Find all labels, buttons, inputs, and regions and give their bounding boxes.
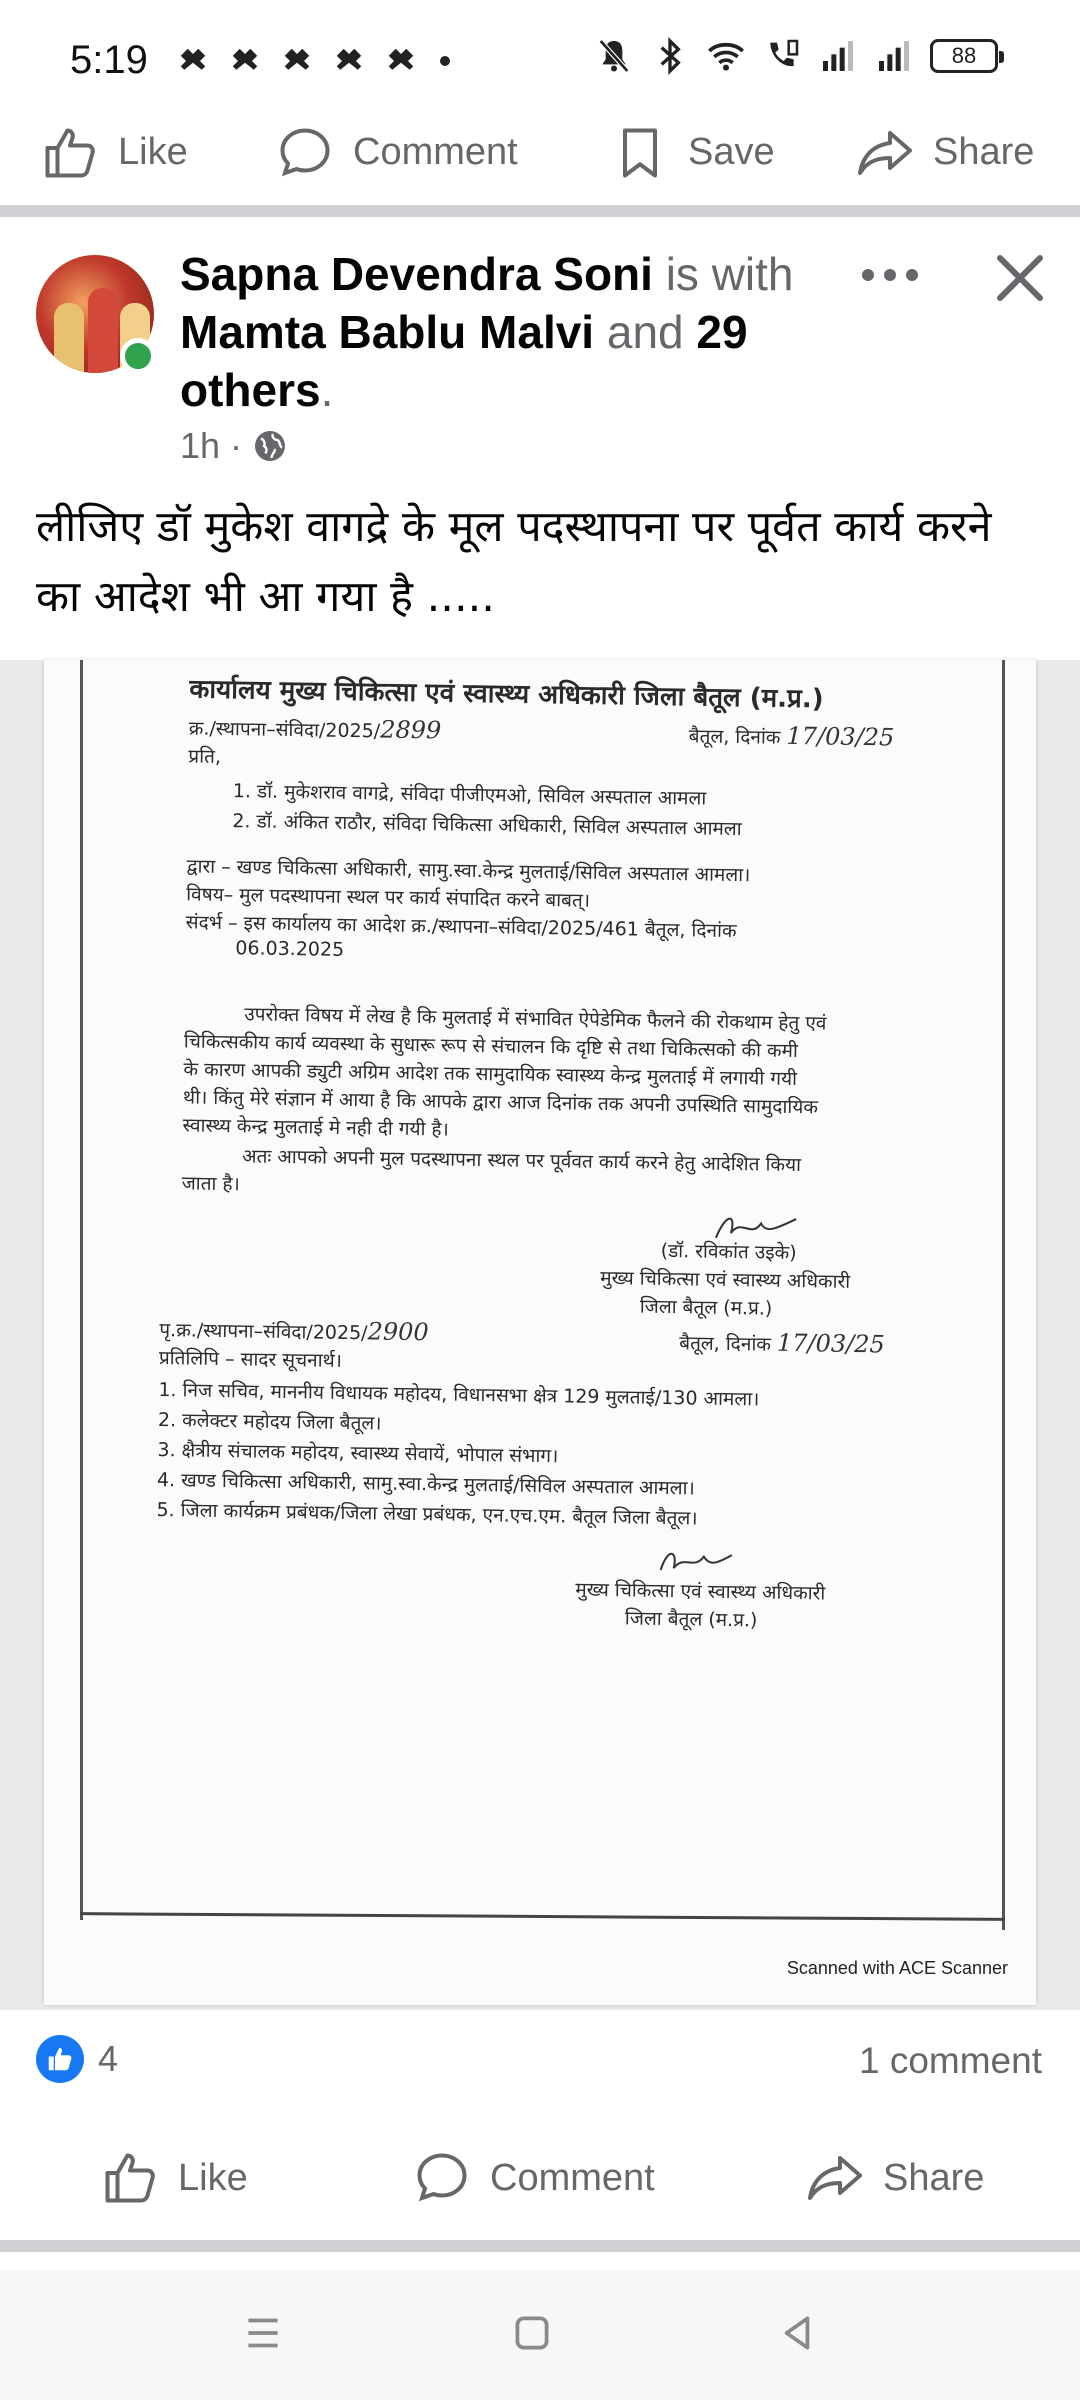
comment-label: Comment [490,2156,655,2199]
others-link[interactable]: 29 others [180,306,748,416]
like-button[interactable] [100,2148,248,2208]
and-text: and [594,306,697,358]
globe-public-icon [252,428,288,464]
notification-app-icon [224,40,266,82]
is-with-text: is with [652,248,794,300]
recent-apps-icon[interactable] [238,2308,288,2358]
doc-cc-line: 1. निज सचिव, माननीय विधायक महोदय, विधानसभा क्षेत्र 129 मुलताई/130 आमला। [158,1379,760,1411]
system-navigation-bar [0,2270,1080,2400]
author-name-link[interactable]: Sapna Devendra Soni [180,248,653,300]
bluetooth-icon [650,36,690,76]
share-arrow-icon [855,123,915,183]
tagged-person-link[interactable]: Mamta Bablu Malvi [180,306,595,358]
scanner-watermark: Scanned with ACE Scanner [786,1958,1008,1978]
more-dot [884,269,896,281]
system-icons [594,36,998,76]
doc-reference-date: 06.03.2025 [235,937,345,961]
doc-reference: संदर्भ – इस कार्यालय का आदेश क्र./स्थापना–संविदा/2025/461 बैतूल, दिनांक [185,911,737,943]
home-icon[interactable] [507,2308,557,2358]
like-reaction-icon [36,2035,84,2083]
meta-separator: · [230,425,243,466]
doc-body-line: अतः आपको अपनी मुल पदस्थापना स्थल पर पूर्ववत कार्य करने हेतु आदेशित किया [241,1145,802,1177]
signal-strength-icon [818,36,858,76]
comment-button[interactable] [275,123,518,183]
post-separator [0,205,1080,217]
doc-signer-title-2: मुख्य चिकित्सा एवं स्वास्थ्य अधिकारी [575,1578,826,1605]
copy-date-handwritten: 17/03/25 [776,1328,886,1359]
ref-no-handwritten: 2899 [379,715,442,745]
doc-copy-ref [159,1314,429,1346]
volte-call-icon [762,36,802,76]
doc-body-line: चिकित्सकीय कार्य व्यवस्था के सुधारू रूप से संचालन कि दृष्टि से तथा चिकित्सको की कमी [183,1030,799,1063]
post-header-text [180,245,820,419]
copy-ref-handwritten: 2900 [367,1317,429,1347]
more-notifications-dot [440,56,450,66]
thumbs-up-icon [100,2148,160,2208]
share-button[interactable] [855,123,1034,183]
document-text [44,660,1036,1928]
doc-signer-title: मुख्य चिकित्सा एवं स्वास्थ्य अधिकारी [600,1266,851,1293]
online-status-dot [120,338,156,374]
share-button[interactable] [805,2148,984,2208]
doc-copy-date [679,1327,885,1358]
status-time: 5:19 [70,38,148,82]
status-bar [0,0,1080,110]
share-label: Share [883,2156,985,2199]
signal-strength-icon [874,36,914,76]
comment-label: Comment [353,131,518,173]
reaction-count: 4 [98,2038,119,2079]
save-label: Save [688,131,775,173]
doc-addressee-2: 2. डॉ. अंकित राठौर, संविदा चिकित्सा अधिकारी, सिविल अस्पताल आमला [232,810,742,841]
post-separator [0,2240,1080,2252]
comment-button[interactable] [412,2148,655,2208]
doc-prati: प्रति, [188,745,222,768]
period-text: . [320,364,334,416]
like-button[interactable] [40,123,188,183]
doc-pratilipi: प्रतिलिपि – सादर सूचनार्थ। [158,1347,343,1372]
battery-icon: 88 [930,39,998,73]
doc-cc-line: 3. क्षैत्रीय संचालक महोदय, स्वास्थ्य सेवायें, भोपाल संभाग। [157,1439,559,1468]
copy-date-label: बैतूल, दिनांक [679,1332,772,1356]
doc-signer-name: (डॉ. रविकांत उइके) [660,1239,797,1265]
thumbs-up-icon [40,123,100,183]
date-handwritten: 17/03/25 [786,721,895,752]
notification-app-icon [380,40,422,82]
post-text: लीजिए डॉ मुकेश वागद्रे के मूल पदस्थापना पर पूर्वत कार्य करने का आदेश भी आ गया है ..... [36,502,992,622]
scanned-document [44,660,1036,2005]
doc-body-line: उपरोक्त विषय में लेख है कि मुलताई में संभावित ऐपेडेमिक फैलने की रोकथाम हेतु एवं [244,1003,827,1035]
previous-post-action-bar [0,100,1080,205]
post-meta [180,425,288,467]
like-label: Like [118,131,188,173]
post-time[interactable]: 1h [180,425,221,466]
more-dot [906,269,918,281]
notification-icons [172,40,450,82]
thumbs-up-icon [45,2044,75,2074]
doc-addressee-1: 1. डॉ. मुकेशराव वागद्रे, संविदा पीजीएमओ, सिविल अस्पताल आमला [232,780,707,810]
doc-signer-district: जिला बैतूल (म.प्र.) [639,1295,773,1320]
doc-subject: विषय– मुल पदस्थापना स्थल पर कार्य संपादित करने बाबत्। [186,883,591,912]
back-icon[interactable] [772,2308,822,2358]
doc-date [689,720,895,751]
share-arrow-icon [805,2148,865,2208]
notification-app-icon [276,40,318,82]
comments-count-link[interactable]: 1 comment [858,2040,1042,2081]
more-dot [862,269,874,281]
doc-body-line: स्वास्थ्य केन्द्र मुलताई मे नही दी गयी है। [182,1114,449,1141]
doc-cc-line: 4. खण्ड चिकित्सा अधिकारी, सामु.स्वा.केन्द्र मुलताई/सिविल अस्पताल आमला। [156,1469,695,1500]
doc-header: कार्यालय मुख्य चिकित्सा एवं स्वास्थ्य अधिकारी जिला बैतूल (म.प्र.) [189,674,824,715]
doc-body-line: थी। किंतु मेरे संज्ञान में आया है कि आपके द्वारा आज दिनांक तक अपनी उपस्थिति सामुदायिक [182,1086,819,1119]
doc-cc-line: 2. कलेक्टर महोदय जिला बैतूल। [157,1409,382,1435]
close-icon[interactable] [990,248,1050,308]
wifi-icon [706,36,746,76]
reactions-summary[interactable] [36,2035,118,2083]
notification-app-icon [172,40,214,82]
like-label: Like [178,2156,248,2199]
avatar-figure [88,288,118,373]
date-label: बैतूल, दिनांक [688,725,781,749]
doc-body-line: जाता है। [181,1172,240,1196]
save-button[interactable] [610,123,775,183]
avatar-figure [54,303,84,373]
bookmark-icon [610,123,670,183]
share-label: Share [933,131,1035,173]
mute-bell-icon [594,36,634,76]
post-image[interactable] [0,660,1080,2010]
doc-cc-line: 5. जिला कार्यक्रम प्रबंधक/जिला लेखा प्रबंधक, एन.एच.एम. बैतूल जिला बैतूल। [156,1499,698,1530]
ref-no-text: क्र./स्थापना–संविदा/2025/ [188,717,381,743]
notification-app-icon [328,40,370,82]
doc-signer-district-2: जिला बैतूल (म.प्र.) [624,1607,758,1632]
comment-bubble-icon [275,123,335,183]
doc-body-line: के कारण आपकी ड्युटी अग्रिम आदेश तक सामुदायिक स्वास्थ्य केन्द्र मुलताई में लगायी गयी [183,1058,798,1091]
doc-dwara: द्वारा – खण्ड चिकित्सा अधिकारी, सामु.स्वा.केन्द्र मुलताई/सिविल अस्पताल आमला। [186,855,751,887]
comment-bubble-icon [412,2148,472,2208]
copy-ref-text: पृ.क्र./स्थापना–संविदा/2025/ [159,1319,368,1345]
more-options-button[interactable] [855,255,925,295]
doc-ref-no [189,712,442,744]
